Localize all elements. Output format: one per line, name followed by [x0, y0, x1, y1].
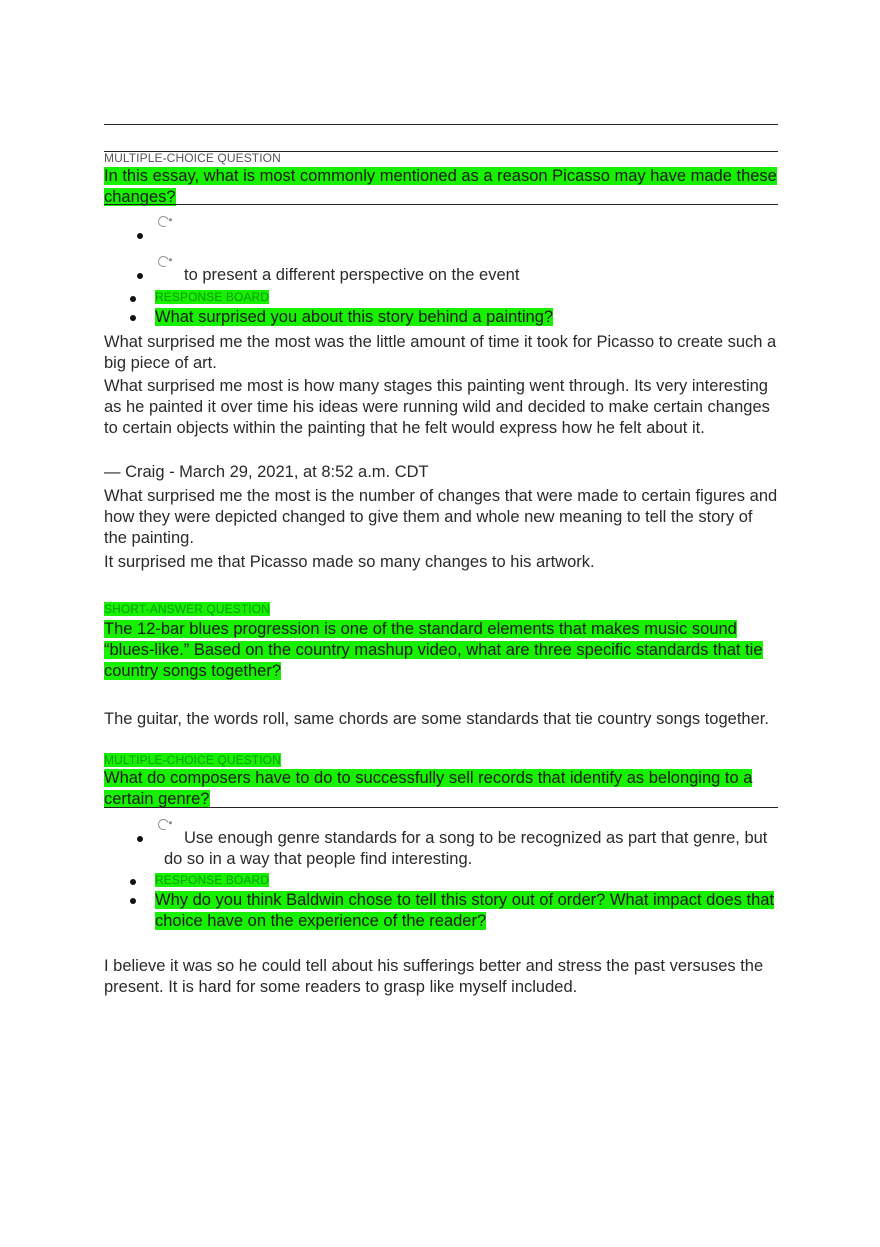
mcq2-question-text: What do composers have to do to successfully sell records that identify as belonging to a certain genre?	[104, 769, 753, 808]
board1-response-author: — Craig - March 29, 2021, at 8:52 a.m. CDT	[104, 463, 429, 481]
saq-question	[104, 619, 778, 682]
board1-question-text: What surprised you about this story behind a painting?	[155, 308, 554, 326]
board2-answer: I believe it was so he could tell about his sufferings better and stress the past versuses the present. It is hard for some readers to grasp like myself included.	[104, 957, 764, 996]
radio-option-2[interactable]	[156, 254, 170, 268]
list-bullet	[137, 233, 143, 239]
saq-label-text: SHORT-ANSWER QUESTION	[104, 602, 270, 616]
board2-question	[155, 890, 778, 932]
board1-label	[155, 291, 269, 304]
list-bullet	[137, 836, 143, 842]
mcq1-question	[104, 166, 778, 208]
list-bullet	[130, 315, 136, 321]
radio-option-1[interactable]	[156, 214, 170, 228]
top-divider	[104, 124, 778, 125]
saq-label	[104, 603, 270, 616]
board1-response-4: It surprised me that Picasso made so many changes to his artwork.	[104, 553, 595, 571]
board2-question-text: Why do you think Baldwin chose to tell this story out of order? What impact does that choice have on the experience of the reader?	[155, 891, 775, 930]
list-bullet	[130, 898, 136, 904]
mcq2-question	[104, 768, 778, 810]
mcq2-option-1: Use enough genre standards for a song to be recognized as part that genre, but do so in a way that people find interesting.	[164, 829, 768, 868]
mcq2-question-rule	[104, 807, 778, 808]
board1-label-text: RESPONSE BOARD	[155, 290, 270, 304]
mcq2-label-text: MULTIPLE-CHOICE QUESTION	[104, 753, 281, 767]
saq-answer: The guitar, the words roll, same chords are some standards that tie country songs together.	[104, 710, 769, 728]
mcq1-label: MULTIPLE-CHOICE QUESTION	[104, 151, 281, 165]
board1-response-1: What surprised me the most was the little amount of time it took for Picasso to create such a big piece of art.	[104, 333, 777, 372]
mcq1-option-2: to present a different perspective on the event	[184, 266, 520, 284]
mcq1-question-text: In this essay, what is most commonly mentioned as a reason Picasso may have made these changes?	[104, 167, 777, 206]
board1-question	[155, 307, 553, 328]
mcq2-label	[104, 754, 281, 767]
board2-label-text: RESPONSE BOARD	[155, 873, 270, 887]
board1-response-2: What surprised me most is how many stages this painting went through. Its very interesting as he painted it over time his ideas were running wild and decided to make certain changes to certain objects within the painting that he felt would express how he felt about it.	[104, 377, 770, 437]
list-bullet	[130, 296, 136, 302]
mcq1-question-rule	[104, 204, 778, 205]
list-bullet	[130, 879, 136, 885]
saq-question-text: The 12-bar blues progression is one of the standard elements that makes music sound “blues-like.” Based on the country mashup video, what are three specific standards that tie country songs together?	[104, 620, 763, 680]
list-bullet	[137, 273, 143, 279]
board2-label	[155, 874, 269, 887]
board1-response-3: What surprised me the most is the number of changes that were made to certain figures and how they were depicted changed to give them and whole new meaning to tell the story of the painting.	[104, 487, 778, 547]
